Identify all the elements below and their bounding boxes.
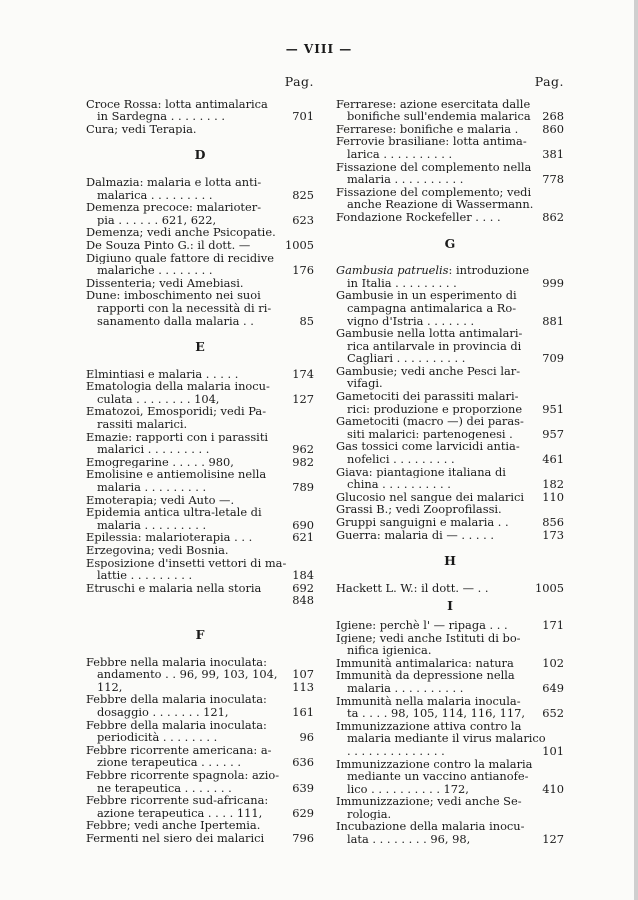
index-entry bbox=[86, 201, 314, 226]
index-entry bbox=[86, 123, 314, 136]
entry-text: nofelici . . . . . . . . . bbox=[347, 453, 455, 466]
index-entry bbox=[336, 327, 564, 365]
index-entry-line bbox=[336, 833, 564, 846]
section-letter-g: G bbox=[444, 235, 456, 251]
section-letter-d: D bbox=[194, 147, 206, 163]
index-entry bbox=[336, 211, 564, 224]
index-entry-line: rica antilarvale in provincia di bbox=[347, 339, 522, 353]
index-entry-line bbox=[86, 214, 314, 227]
index-entry-line bbox=[86, 681, 314, 694]
page-ref: 381 bbox=[542, 147, 564, 161]
index-entry-line: Immunità da depressione nella bbox=[336, 669, 515, 682]
index-entry bbox=[86, 368, 314, 381]
index-entry-line bbox=[336, 403, 564, 416]
index-entry bbox=[86, 380, 314, 405]
index-entry-line: vifagi. bbox=[347, 377, 383, 391]
page-ref: 962 bbox=[292, 443, 314, 456]
page-ref: 639 bbox=[292, 781, 314, 795]
index-entry bbox=[336, 503, 564, 516]
page-ref: 174 bbox=[292, 367, 314, 381]
entry-text: malaria . . . . . . . . . bbox=[97, 481, 207, 494]
index-entry bbox=[86, 277, 314, 290]
index-group-i bbox=[336, 619, 564, 846]
index-entry-line: Immunizzazione; vedi anche Se- bbox=[336, 795, 522, 808]
entry-text: Elmintiasi e malaria . . . . . bbox=[86, 367, 239, 381]
entry-text: malarica . . . . . . . . . bbox=[97, 188, 213, 202]
index-entry-line: Emolisine e antiemolisine nella bbox=[86, 468, 267, 482]
index-entry-line bbox=[336, 173, 564, 186]
index-column-right bbox=[336, 76, 564, 846]
index-entry-line bbox=[86, 731, 314, 744]
index-entry bbox=[336, 390, 564, 415]
index-entry-line: Immunizzazione attiva contro la bbox=[336, 719, 522, 733]
index-entry-line: rologia. bbox=[347, 807, 392, 821]
index-entry-line: Gametociti dei parassiti malari- bbox=[336, 390, 519, 403]
index-entry-line bbox=[86, 315, 314, 328]
entry-text: Epilessia: malarioterapia . . . bbox=[86, 531, 253, 544]
index-entry bbox=[336, 186, 564, 211]
entry-text: Fermenti nel siero dei malarici bbox=[86, 831, 265, 845]
page-ref: 881 bbox=[542, 314, 564, 328]
index-entry-line: nifica igienica. bbox=[347, 644, 432, 657]
entry-text: Gruppi sanguigni e malaria . . bbox=[336, 516, 509, 529]
index-entry bbox=[86, 744, 314, 769]
index-entry-line bbox=[336, 428, 564, 441]
index-entry-line: Ferrovie brasiliane: lotta antima- bbox=[336, 135, 527, 148]
index-entry-line: Gas tossici come larvicidi antia- bbox=[336, 440, 520, 454]
index-entry bbox=[336, 758, 564, 796]
entry-text: Guerra: malaria di — . . . . . bbox=[336, 528, 494, 542]
index-entry-line: Demenza precoce: malarioter- bbox=[86, 201, 262, 214]
section-letter-h: H bbox=[444, 553, 456, 569]
entry-text: culata . . . . . . . . 104, bbox=[97, 392, 220, 406]
index-entry-line: Gambusie in un esperimento di bbox=[336, 289, 517, 302]
entry-text: lattie . . . . . . . . . bbox=[97, 569, 193, 582]
index-entry-line: Grassi B.; vedi Zooprofilassi. bbox=[336, 503, 502, 516]
index-entry bbox=[86, 431, 314, 456]
page-ref: 101 bbox=[542, 744, 564, 758]
index-entry-line bbox=[336, 707, 564, 720]
index-entry bbox=[86, 557, 314, 582]
page-ref: 690 bbox=[292, 518, 314, 532]
index-entry bbox=[86, 468, 314, 493]
page-ref: 999 bbox=[542, 276, 564, 290]
index-entry-line: Ematologia della malaria inocu- bbox=[86, 380, 270, 393]
page-ref: 1005 bbox=[535, 581, 564, 595]
index-entry-line bbox=[336, 783, 564, 796]
entry-text: malaria . . . . . . . . . . bbox=[347, 681, 464, 695]
index-entry bbox=[336, 720, 564, 758]
page-ref: 96 bbox=[299, 731, 314, 744]
entry-text: malaria . . . . . . . . . . bbox=[347, 173, 464, 186]
page-ref: 171 bbox=[542, 618, 564, 632]
index-entry-line: rassiti malarici. bbox=[97, 418, 188, 431]
index-entry-line bbox=[86, 393, 314, 406]
index-entry-line: Giava: piantagione italiana di bbox=[336, 465, 506, 479]
index-entry bbox=[86, 582, 314, 607]
index-entry-line bbox=[336, 110, 564, 123]
index-entry-line: Febbre ricorrente spagnola: azio- bbox=[86, 768, 280, 782]
page-ref: 127 bbox=[292, 392, 314, 406]
index-entry-line bbox=[336, 745, 564, 758]
page-ref: 778 bbox=[542, 173, 564, 186]
index-entry bbox=[86, 506, 314, 531]
index-entry bbox=[336, 135, 564, 160]
page-ref: 621 bbox=[292, 531, 314, 544]
entry-text: siti malarici: partenogenesi . bbox=[347, 427, 513, 441]
entry-text: andamento . . 96, 99, 103, 104, bbox=[97, 668, 278, 681]
entry-text: Glucosio nel sangue dei malarici bbox=[336, 490, 525, 504]
index-entry-line bbox=[336, 148, 564, 161]
entry-text: sanamento dalla malaria . . bbox=[97, 314, 254, 328]
index-entry-line bbox=[86, 519, 314, 532]
index-entry-line: Febbre della malaria inoculata: bbox=[86, 718, 267, 732]
index-group-g bbox=[336, 264, 564, 541]
index-entry-line bbox=[86, 756, 314, 769]
page-ref: 692 bbox=[292, 581, 314, 595]
index-entry-line: Febbre nella malaria inoculata: bbox=[86, 655, 267, 669]
page-ref: 649 bbox=[542, 681, 564, 695]
index-entry-line: Ferrarese: azione esercitata dalle bbox=[336, 97, 531, 111]
page-ref: 410 bbox=[542, 782, 564, 796]
index-entry bbox=[336, 264, 564, 289]
page-number: — VIII — bbox=[285, 42, 353, 56]
page-ref: 173 bbox=[542, 528, 564, 542]
page-ref: 110 bbox=[542, 490, 564, 504]
page-ref: 825 bbox=[292, 188, 314, 202]
entry-text: Ferrarese: bonifiche e malaria . bbox=[336, 122, 519, 136]
index-entry-line: Incubazione della malaria inocu- bbox=[336, 820, 525, 834]
index-entry bbox=[336, 657, 564, 670]
entry-text: bonifiche sull'endemia malarica bbox=[347, 110, 531, 123]
entry-text: vigno d'Istria . . . . . . . bbox=[347, 314, 475, 328]
index-entry bbox=[86, 252, 314, 277]
index-entry-line: Ematozoi, Emosporidi; vedi Pa- bbox=[86, 405, 267, 419]
page-ref: 982 bbox=[292, 455, 314, 469]
index-entry-line bbox=[86, 189, 314, 202]
index-entry-line bbox=[336, 123, 564, 136]
entry-text: rici: produzione e proporzione bbox=[347, 402, 523, 416]
index-entry-line: campagna antimalarica a Ro- bbox=[347, 301, 517, 315]
entry-text: Fondazione Rockefeller . . . . bbox=[336, 210, 501, 224]
index-entry-line bbox=[336, 529, 564, 542]
entry-text: pia . . . . . . 621, 622, bbox=[97, 213, 217, 227]
index-entry-line bbox=[86, 569, 314, 582]
page-ref: 85 bbox=[299, 314, 314, 328]
index-entry-line bbox=[86, 264, 314, 277]
index-entry-line bbox=[336, 478, 564, 491]
index-group-f-cont bbox=[336, 98, 564, 224]
page-ref: 461 bbox=[542, 453, 564, 466]
index-entry-line bbox=[86, 239, 314, 252]
index-entry bbox=[336, 440, 564, 465]
index-entry bbox=[86, 531, 314, 544]
index-entry-line: Cura; vedi Terapia. bbox=[86, 122, 197, 136]
index-group-h bbox=[336, 582, 564, 595]
index-group-e bbox=[86, 368, 314, 607]
entry-text: azione terapeutica . . . . 111, bbox=[97, 806, 263, 820]
index-entry-line bbox=[86, 594, 314, 607]
index-entry bbox=[86, 239, 314, 252]
index-entry-line bbox=[336, 211, 564, 224]
index-entry-line: Gambusie nella lotta antimalari- bbox=[336, 327, 523, 340]
index-entry-line: Emazie: rapporti con i parassiti bbox=[86, 430, 269, 444]
page-ref: 652 bbox=[542, 707, 564, 720]
entry-text: 112, bbox=[97, 680, 123, 694]
index-entry-line bbox=[86, 782, 314, 795]
index-entry bbox=[336, 695, 564, 720]
page-ref: 127 bbox=[542, 833, 564, 846]
index-entry bbox=[86, 656, 314, 694]
index-entry-line: Erzegovina; vedi Bosnia. bbox=[86, 544, 229, 557]
page-ref: 636 bbox=[292, 756, 314, 769]
entry-text: in Sardegna . . . . . . . . bbox=[97, 110, 226, 123]
page-ref: 623 bbox=[292, 213, 314, 227]
index-entry-line bbox=[86, 481, 314, 494]
index-entry-line bbox=[336, 453, 564, 466]
index-entry-line bbox=[86, 668, 314, 681]
index-entry-line bbox=[86, 456, 314, 469]
page-ref: 862 bbox=[542, 210, 564, 224]
index-entry bbox=[336, 466, 564, 491]
index-entry bbox=[86, 769, 314, 794]
entry-text: in Italia . . . . . . . . . bbox=[347, 276, 457, 290]
entry-text: Hackett L. W.: il dott. — . . bbox=[336, 581, 489, 595]
pag-label: Pag. bbox=[534, 74, 564, 89]
section-letter-e: E bbox=[195, 339, 205, 355]
entry-text: lata . . . . . . . . 96, 98, bbox=[347, 833, 471, 846]
index-entry bbox=[86, 719, 314, 744]
entry-text: Igiene: perchè l' — ripaga . . . bbox=[336, 618, 508, 632]
index-entry-line: Febbre ricorrente americana: a- bbox=[86, 743, 272, 757]
index-entry-line bbox=[86, 582, 314, 595]
index-entry bbox=[336, 491, 564, 504]
index-entry-line bbox=[86, 368, 314, 381]
index-entry-line bbox=[86, 832, 314, 845]
page-ref: 796 bbox=[292, 831, 314, 845]
section-letter-i: I bbox=[447, 598, 453, 614]
entry-text: Immunità antimalarica: natura bbox=[336, 656, 514, 670]
index-entry-line: Epidemia antica ultra-letale di bbox=[86, 506, 262, 519]
entry-text: Cagliari . . . . . . . . . . bbox=[347, 352, 466, 365]
index-entry bbox=[86, 226, 314, 239]
page-ref: 629 bbox=[292, 806, 314, 820]
page-ref: 113 bbox=[292, 680, 314, 694]
page-ref: 176 bbox=[292, 264, 314, 277]
index-entry-line bbox=[336, 315, 564, 328]
index-entry bbox=[86, 98, 314, 123]
index-entry-line: Croce Rossa: lotta antimalarica bbox=[86, 97, 268, 111]
index-entry-line bbox=[336, 516, 564, 529]
entry-text: china . . . . . . . . . . bbox=[347, 478, 451, 491]
index-entry bbox=[86, 176, 314, 201]
index-entry-line bbox=[336, 491, 564, 504]
index-entry bbox=[336, 582, 564, 595]
index-entry-line bbox=[336, 682, 564, 695]
index-entry-line: Immunizzazione contro la malaria bbox=[336, 757, 533, 771]
index-entry bbox=[86, 794, 314, 819]
entry-text: De Souza Pinto G.: il dott. — bbox=[86, 238, 251, 252]
index-entry-line bbox=[86, 531, 314, 544]
index-entry bbox=[86, 544, 314, 557]
index-entry bbox=[86, 289, 314, 327]
page-ref: 789 bbox=[292, 481, 314, 494]
index-entry bbox=[86, 405, 314, 430]
index-entry-line: Fissazione del complemento nella bbox=[336, 160, 532, 174]
index-entry-line: Immunità nella malaria inocula- bbox=[336, 694, 521, 708]
index-entry-line: Dalmazia: malaria e lotta anti- bbox=[86, 175, 262, 189]
index-entry bbox=[86, 832, 314, 845]
index-entry-line: Febbre della malaria inoculata: bbox=[86, 693, 267, 706]
section-letter-f: F bbox=[195, 626, 205, 642]
index-entry bbox=[336, 123, 564, 136]
index-entry bbox=[336, 632, 564, 657]
index-entry-line: Febbre ricorrente sud-africana: bbox=[86, 794, 269, 807]
entry-text: dosaggio . . . . . . . 121, bbox=[97, 705, 229, 719]
index-entry bbox=[336, 516, 564, 529]
page-ref: 848 bbox=[292, 594, 314, 607]
entry-text: Etruschi e malaria nella storia bbox=[86, 581, 262, 595]
page-ref: 107 bbox=[292, 668, 314, 681]
index-entry-line: malaria mediante il virus malarico bbox=[347, 732, 546, 745]
index-entry-line: Fissazione del complemento; vedi bbox=[336, 185, 532, 199]
index-entry bbox=[86, 456, 314, 469]
page-ref: 268 bbox=[542, 110, 564, 123]
index-entry-line: Gambusia patruelis: introduzione bbox=[336, 264, 530, 277]
index-group-f bbox=[86, 656, 314, 845]
index-entry bbox=[336, 161, 564, 186]
page-ref: 709 bbox=[542, 352, 564, 365]
index-entry bbox=[336, 619, 564, 632]
index-entry-line: anche Reazione di Wassermann. bbox=[347, 198, 534, 211]
index-entry-line: Gambusie; vedi anche Pesci lar- bbox=[336, 364, 521, 378]
index-entry-line: rapporti con la necessità di ri- bbox=[97, 301, 272, 315]
index-entry-line: Igiene; vedi anche Istituti di bo- bbox=[336, 631, 521, 645]
page-ref: 182 bbox=[542, 478, 564, 491]
page-ref: 102 bbox=[542, 656, 564, 670]
entry-text: Emogregarine . . . . . 980, bbox=[86, 455, 234, 469]
index-entry-line bbox=[336, 619, 564, 632]
index-entry-line: Digiuno quale fattore di recidive bbox=[86, 251, 274, 265]
entry-text: malariche . . . . . . . . bbox=[97, 264, 213, 277]
index-entry bbox=[86, 494, 314, 507]
index-entry-line: Febbre; vedi anche Ipertemia. bbox=[86, 819, 261, 832]
entry-text: lico . . . . . . . . . . 172, bbox=[347, 782, 469, 796]
page-ref: 951 bbox=[542, 402, 564, 416]
index-entry bbox=[336, 669, 564, 694]
entry-text: larica . . . . . . . . . . bbox=[347, 147, 453, 161]
index-entry-line bbox=[86, 706, 314, 719]
index-entry-line: Demenza; vedi anche Psicopatie. bbox=[86, 226, 276, 239]
entry-text: ne terapeutica . . . . . . . bbox=[97, 781, 232, 795]
index-entry bbox=[336, 820, 564, 845]
page-ref: 161 bbox=[292, 705, 314, 719]
index-entry bbox=[336, 365, 564, 390]
page-ref: 856 bbox=[542, 516, 564, 529]
index-entry-line bbox=[86, 443, 314, 456]
index-entry bbox=[336, 415, 564, 440]
entry-text: zione terapeutica . . . . . . bbox=[97, 756, 241, 769]
index-entry bbox=[336, 289, 564, 327]
scan-edge bbox=[634, 0, 638, 900]
index-group-d bbox=[86, 176, 314, 327]
index-entry-line: mediante un vaccino antianofe- bbox=[347, 770, 529, 783]
entry-text: ta . . . . 98, 105, 114, 116, 117, bbox=[347, 707, 526, 720]
index-entry-line bbox=[336, 352, 564, 365]
index-entry-line: Gametociti (macro —) dei paras- bbox=[336, 415, 524, 428]
page-ref: 860 bbox=[542, 122, 564, 136]
index-entry-line bbox=[86, 807, 314, 820]
page-ref: 701 bbox=[292, 110, 314, 123]
index-entry-line bbox=[336, 582, 564, 595]
page-ref: 1005 bbox=[285, 238, 314, 252]
index-entry bbox=[336, 529, 564, 542]
index-entry bbox=[86, 693, 314, 718]
index-entry-line: Dune: imboschimento nei suoi bbox=[86, 289, 261, 302]
index-entry-line bbox=[86, 110, 314, 123]
index-entry bbox=[336, 795, 564, 820]
index-entry-line bbox=[336, 277, 564, 290]
entry-text: periodicità . . . . . . . . bbox=[97, 731, 218, 744]
entry-text: malarici . . . . . . . . . bbox=[97, 443, 210, 456]
index-group-c bbox=[86, 98, 314, 136]
index-entry-line bbox=[336, 657, 564, 670]
index-entry-line: Emoterapia; vedi Auto —. bbox=[86, 493, 235, 507]
index-column-left bbox=[86, 76, 314, 844]
entry-text: malaria . . . . . . . . . bbox=[97, 518, 207, 532]
index-entry bbox=[336, 98, 564, 123]
index-entry bbox=[86, 819, 314, 832]
entry-text: . . . . . . . . . . . . . . bbox=[347, 744, 445, 758]
page-ref: 184 bbox=[292, 569, 314, 582]
page-ref: 957 bbox=[542, 427, 564, 441]
pag-label: Pag. bbox=[284, 74, 314, 89]
index-entry-line: Esposizione d'insetti vettori di ma- bbox=[86, 556, 287, 570]
index-entry-line: Dissenteria; vedi Amebiasi. bbox=[86, 276, 244, 290]
